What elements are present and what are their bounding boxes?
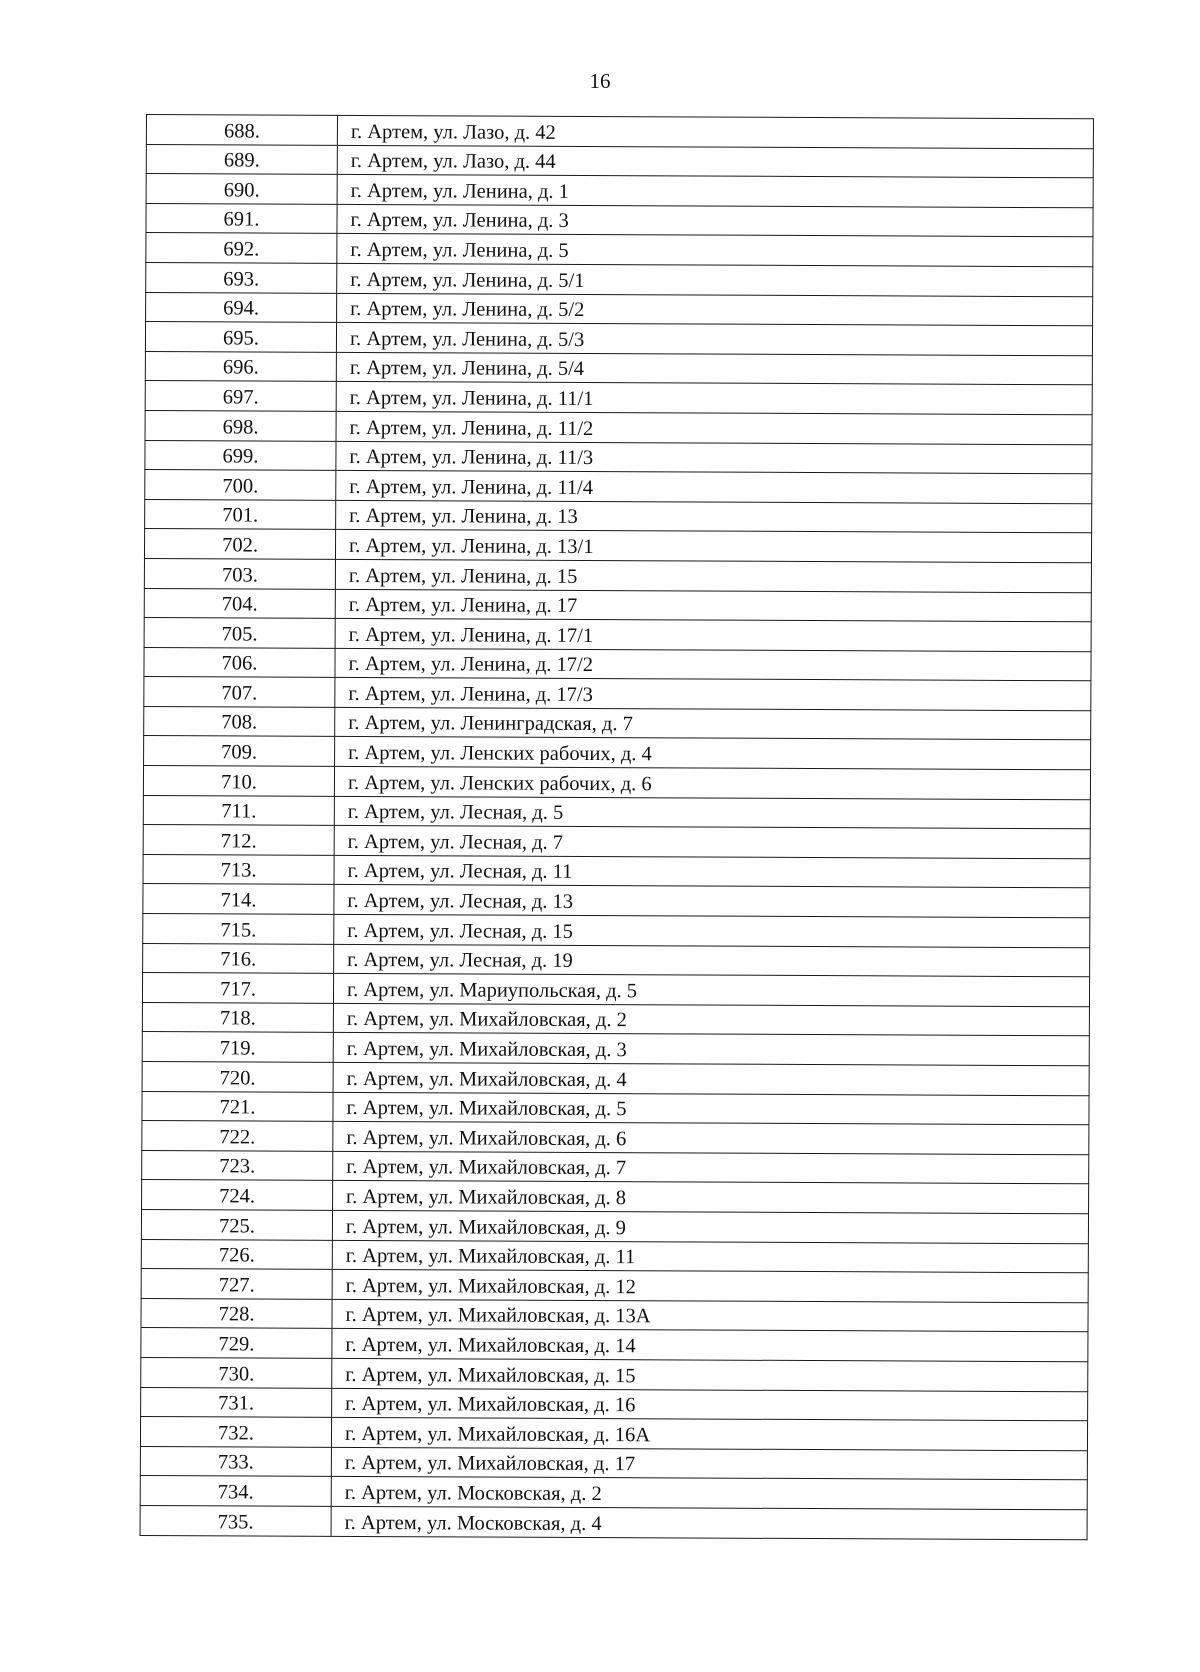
row-address: г. Артем, ул. Ленина, д. 11/1 [336,382,1092,415]
row-number: 697. [145,381,336,411]
row-number: 725. [141,1209,332,1239]
row-number: 713. [143,854,334,884]
table-row [142,1150,1089,1184]
table-row [140,1505,1087,1539]
table-row [146,262,1093,296]
row-number: 727. [141,1269,332,1299]
row-address: г. Артем, ул. Лесная, д. 11 [334,855,1090,888]
row-number: 714. [143,884,334,914]
table-row [143,943,1090,977]
table-row [144,647,1091,681]
row-address: г. Артем, ул. Михайловская, д. 17 [331,1447,1087,1480]
row-address: г. Артем, ул. Ленина, д. 13/1 [335,530,1091,563]
table-row [142,1121,1089,1155]
row-number: 716. [143,943,334,973]
table-row [142,973,1089,1007]
row-number: 726. [141,1239,332,1269]
table-row [142,1091,1089,1125]
table-row [142,1032,1089,1066]
row-address: г. Артем, ул. Лесная, д. 5 [334,796,1090,829]
table-row [144,558,1091,592]
table-row [143,884,1090,918]
row-address: г. Артем, ул. Михайловская, д. 13А [332,1299,1088,1332]
table-row [143,854,1090,888]
table-row [145,322,1092,356]
row-number: 698. [145,410,336,440]
row-address: г. Артем, ул. Ленина, д. 1 [337,175,1093,208]
table-row [141,1328,1088,1362]
row-address: г. Артем, ул. Ленина, д. 5/3 [336,323,1092,356]
table-row [146,292,1093,326]
table-row [143,914,1090,948]
table-row [146,115,1093,149]
table-row [141,1269,1088,1303]
row-address: г. Артем, ул. Лесная, д. 7 [334,826,1090,859]
row-address: г. Артем, ул. Ленина, д. 17/3 [335,678,1091,711]
row-number: 724. [142,1180,333,1210]
row-address: г. Артем, ул. Ленина, д. 5 [337,234,1093,267]
table-row [146,144,1093,178]
row-address: г. Артем, ул. Московская, д. 2 [331,1477,1087,1510]
row-number: 729. [141,1328,332,1358]
row-number: 705. [144,618,335,648]
row-number: 721. [142,1091,333,1121]
row-address: г. Артем, ул. Ленина, д. 13 [336,500,1092,533]
table-row [141,1298,1088,1332]
row-number: 707. [144,677,335,707]
table-row [140,1476,1087,1510]
row-number: 710. [143,766,334,796]
row-number: 695. [145,322,336,352]
row-address: г. Артем, ул. Михайловская, д. 16А [331,1417,1087,1450]
table-row [141,1387,1088,1421]
row-address: г. Артем, ул. Ленина, д. 15 [335,559,1091,592]
table-row [140,1446,1087,1480]
row-number: 700. [145,470,336,500]
table-row [144,736,1091,770]
table-row [145,440,1092,474]
table-row [145,499,1092,533]
row-address: г. Артем, ул. Лесная, д. 19 [334,944,1090,977]
address-table-body [140,115,1093,1540]
row-address: г. Артем, ул. Михайловская, д. 16 [332,1388,1088,1421]
table-row [142,1002,1089,1036]
row-number: 734. [140,1476,331,1506]
row-number: 703. [144,558,335,588]
row-number: 717. [142,973,333,1003]
row-address: г. Артем, ул. Ленина, д. 11/2 [336,411,1092,444]
table-row [145,381,1092,415]
table-row [141,1239,1088,1273]
table-row [143,795,1090,829]
row-address: г. Артем, ул. Михайловская, д. 8 [333,1181,1089,1214]
row-address: г. Артем, ул. Ленских рабочих, д. 6 [334,766,1090,799]
row-address: г. Артем, ул. Ленина, д. 17 [335,589,1091,622]
row-number: 688. [146,115,337,145]
row-address: г. Артем, ул. Михайловская, д. 7 [333,1151,1089,1184]
row-number: 690. [146,174,337,204]
row-address: г. Артем, ул. Ленина, д. 11/4 [336,470,1092,503]
row-address: г. Артем, ул. Лазо, д. 42 [337,115,1093,148]
row-number: 709. [144,736,335,766]
table-row [144,677,1091,711]
row-number: 720. [142,1061,333,1091]
row-address: г. Артем, ул. Ленина, д. 11/3 [336,441,1092,474]
row-address: г. Артем, ул. Михайловская, д. 5 [333,1092,1089,1125]
row-number: 701. [145,499,336,529]
table-row [144,529,1091,563]
row-address: г. Артем, ул. Лазо, д. 44 [337,145,1093,178]
row-number: 694. [146,292,337,322]
row-number: 733. [140,1446,331,1476]
page-number: 16 [589,69,611,93]
table-row [144,618,1091,652]
table-row [141,1209,1088,1243]
table-row [146,174,1093,208]
row-number: 735. [140,1505,331,1535]
table-row [142,1180,1089,1214]
row-number: 715. [143,914,334,944]
row-number: 702. [144,529,335,559]
address-table [140,114,1094,1540]
row-address: г. Артем, ул. Ленина, д. 17/2 [335,648,1091,681]
row-number: 699. [145,440,336,470]
table-row [145,351,1092,385]
row-address: г. Артем, ул. Лесная, д. 15 [334,914,1090,947]
row-number: 718. [142,1002,333,1032]
row-address: г. Артем, ул. Ленина, д. 17/1 [335,618,1091,651]
table-row [144,706,1091,740]
row-number: 691. [146,203,337,233]
row-number: 732. [140,1417,331,1447]
table-row [145,470,1092,504]
row-number: 723. [142,1150,333,1180]
table-row [146,233,1093,267]
row-number: 731. [141,1387,332,1417]
table-row [145,410,1092,444]
row-number: 693. [146,262,337,292]
row-address: г. Артем, ул. Ленина, д. 5/2 [337,293,1093,326]
row-address: г. Артем, ул. Московская, д. 4 [331,1506,1087,1539]
row-address: г. Артем, ул. Михайловская, д. 2 [333,1003,1089,1036]
table-row [141,1357,1088,1391]
table-row [143,766,1090,800]
row-number: 689. [146,144,337,174]
row-number: 722. [142,1121,333,1151]
row-address: г. Артем, ул. Михайловская, д. 15 [332,1358,1088,1391]
row-address: г. Артем, ул. Ленина, д. 5/4 [336,352,1092,385]
row-address: г. Артем, ул. Михайловская, д. 14 [332,1329,1088,1362]
table-row [142,1061,1089,1095]
row-address: г. Артем, ул. Ленина, д. 3 [337,204,1093,237]
row-number: 696. [145,351,336,381]
row-address: г. Артем, ул. Михайловская, д. 4 [333,1062,1089,1095]
row-address: г. Артем, ул. Лесная, д. 13 [334,885,1090,918]
row-number: 692. [146,233,337,263]
row-address: г. Артем, ул. Ленинградская, д. 7 [335,707,1091,740]
row-address: г. Артем, ул. Мариупольская, д. 5 [333,974,1089,1007]
row-number: 704. [144,588,335,618]
table-row [143,825,1090,859]
row-address: г. Артем, ул. Михайловская, д. 9 [332,1210,1088,1243]
row-address: г. Артем, ул. Ленских рабочих, д. 4 [335,737,1091,770]
row-address: г. Артем, ул. Михайловская, д. 3 [333,1033,1089,1066]
row-address: г. Артем, ул. Михайловская, д. 6 [333,1122,1089,1155]
table-row [146,203,1093,237]
row-number: 708. [144,706,335,736]
row-number: 728. [141,1298,332,1328]
table-row [144,588,1091,622]
row-number: 711. [143,795,334,825]
row-address: г. Артем, ул. Ленина, д. 5/1 [337,263,1093,296]
row-address: г. Артем, ул. Михайловская, д. 11 [332,1240,1088,1273]
row-number: 706. [144,647,335,677]
row-address: г. Артем, ул. Михайловская, д. 12 [332,1270,1088,1303]
row-number: 730. [141,1357,332,1387]
row-number: 719. [142,1032,333,1062]
row-number: 712. [143,825,334,855]
table-row [140,1417,1087,1451]
